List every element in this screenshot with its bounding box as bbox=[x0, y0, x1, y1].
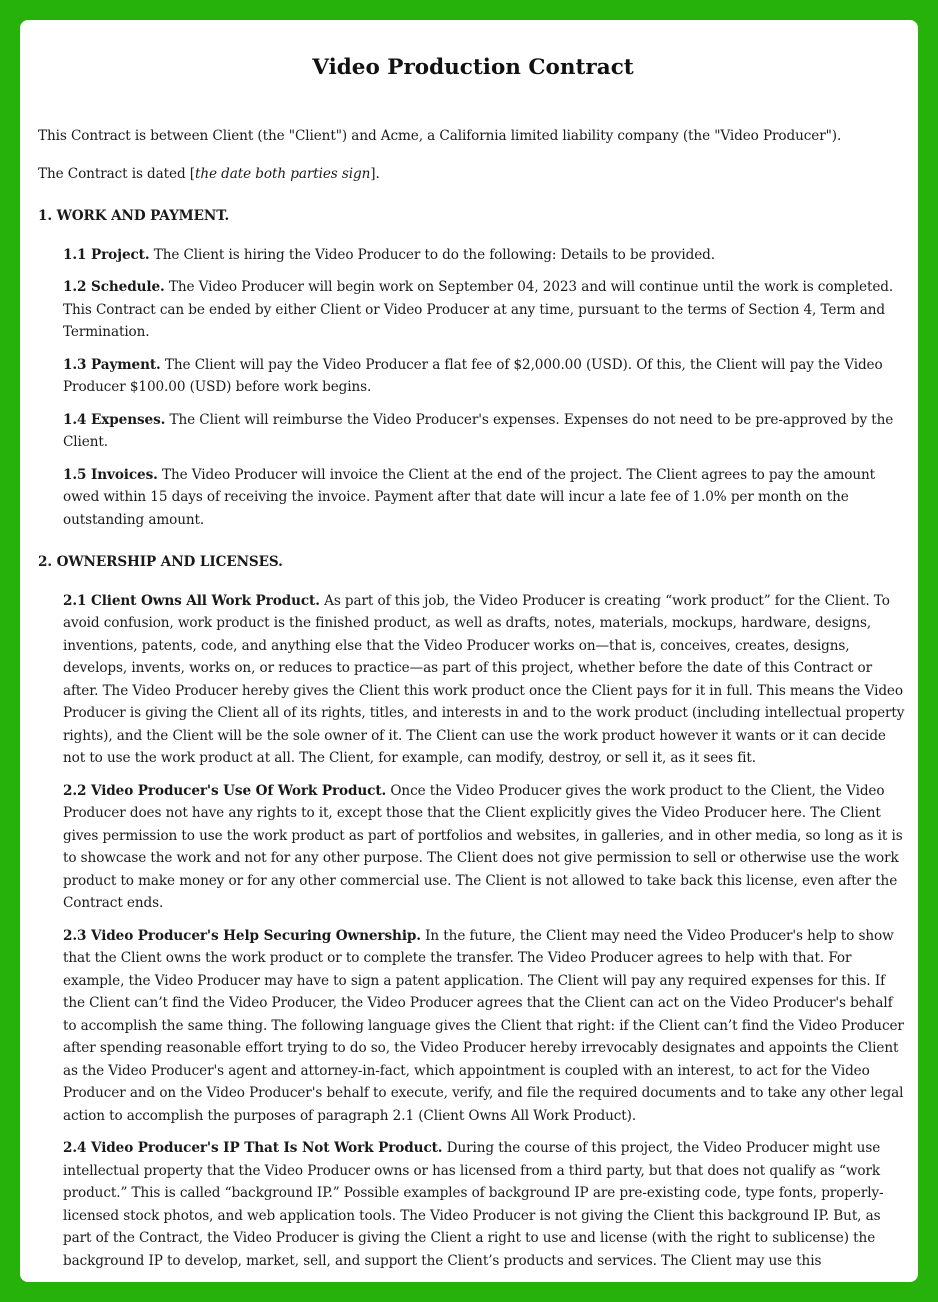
dated-paragraph bbox=[38, 163, 908, 186]
clause-1-2-schedule bbox=[63, 276, 908, 344]
clause-1-5-invoices bbox=[63, 464, 908, 532]
clause-text: The Client will reimburse the Video Producer's expenses. Expenses do not need to be pre-approved by the Client. bbox=[63, 411, 894, 450]
intro-paragraph: This Contract is between Client (the "Client") and Acme, a California limited liability company (the "Video Producer"). bbox=[38, 128, 842, 144]
clause-2-1-client-owns-work-product bbox=[63, 590, 908, 770]
clause-2-2-producer-use-of-work-product bbox=[63, 780, 908, 915]
contract-page bbox=[20, 20, 918, 1282]
clause-label: 2.1 Client Owns All Work Product. bbox=[63, 592, 320, 609]
clause-text: The Client will pay the Video Producer a flat fee of $2,000.00 (USD). Of this, the Client will pay the Video Producer $100.00 (USD) before work begins. bbox=[63, 356, 883, 395]
clause-label: 2.3 Video Producer's Help Securing Ownership. bbox=[63, 927, 421, 944]
clause-label: 2.2 Video Producer's Use Of Work Product. bbox=[63, 782, 387, 799]
section-heading-work-and-payment: 1. WORK AND PAYMENT. bbox=[38, 208, 230, 224]
section-heading-ownership-and-licenses: 2. OWNERSHIP AND LICENSES. bbox=[38, 554, 283, 570]
clause-text: Once the Video Producer gives the work product to the Client, the Video Producer does not have any rights to it, except those that the Client explicitly gives the Video Producer here. The Client gives permission to use the work product as part of portfolios and websites, in galleries, and in other media, so long as it is to showcase the work and not for any other purpose. The Client does not give permission to sell or otherwise use the work product to make money or for any other commercial use. The Client is not allowed to take back this license, even after the Contract ends. bbox=[63, 782, 903, 911]
clause-text: As part of this job, the Video Producer is creating “work product” for the Client. To avoid confusion, work product is the finished product, as well as drafts, notes, materials, mockups, hardware, designs, inventions, patents, code, and anything else that the Video Producer works on—that is, conceives, creates, designs, develops, invents, works on, or reduces to practice—as part of this project, whether before the date of this Contract or after. The Video Producer hereby gives the Client this work product once the Client pays for it in full. This means the Video Producer is giving the Client all of its rights, titles, and interests in and to the work product (including intellectual property rights), and the Client will be the sole owner of it. The Client can use the work product however it wants or it can decide not to use the work product at all. The Client, for example, can modify, destroy, or sell it, as it sees fit. bbox=[63, 592, 905, 766]
clause-text: The Client is hiring the Video Producer to do the following: Details to be provided. bbox=[149, 246, 715, 263]
page-title: Video Production Contract bbox=[312, 55, 634, 80]
clause-text: During the course of this project, the Video Producer might use intellectual property that the Video Producer owns or has licensed from a third party, but that does not qualify as “work product.” This is called “background IP.” Possible examples of background IP are pre-existing code, type fonts, properly-licensed stock photos, and web application tools. The Video Producer is not giving the Client this background IP. But, as part of the Contract, the Video Producer is giving the Client a right to use and license (with the right to sublicense) the background IP to develop, market, sell, and support the Client’s products and services. The Client may use this bbox=[63, 1140, 884, 1269]
clause-1-3-payment bbox=[63, 354, 908, 399]
dated-prefix: The Contract is dated [ bbox=[38, 165, 195, 182]
clause-2-4-producer-ip-not-work-product bbox=[63, 1137, 908, 1272]
clause-label: 1.1 Project. bbox=[63, 246, 150, 263]
clause-1-4-expenses bbox=[63, 409, 908, 454]
clause-1-1-project bbox=[63, 244, 908, 267]
clause-2-3-producer-help-securing-ownership bbox=[63, 925, 908, 1128]
clause-label: 1.5 Invoices. bbox=[63, 466, 158, 483]
clause-text: The Video Producer will begin work on September 04, 2023 and will continue until the work is completed. This Contract can be ended by either Client or Video Producer at any time, pursuant to the terms of Section 4, Term and Termination. bbox=[63, 279, 894, 340]
clause-label: 1.2 Schedule. bbox=[63, 279, 165, 295]
clause-label: 1.3 Payment. bbox=[63, 356, 161, 373]
clause-text: In the future, the Client may need the Video Producer's help to show that the Client owns the work product or to complete the transfer. The Video Producer agrees to help with that. For example, the Video Producer may have to sign a patent application. The Client will pay any required expenses for this. If the Client can’t find the Video Producer, the Video Producer agrees that the Client can act on the Video Producer's behalf to accomplish the same thing. The following language gives the Client that right: if the Client can’t find the Video Producer after spending reasonable effort trying to do so, the Video Producer hereby irrevocably designates and appoints the Client as the Video Producer's agent and attorney-in-fact, which appointment is coupled with an interest, to act for the Video Producer and on the Video Producer's behalf to execute, verify, and file the required documents and to take any other legal action to accomplish the purposes of paragraph 2.1 (Client Owns All Work Product). bbox=[63, 927, 904, 1124]
clause-label: 1.4 Expenses. bbox=[63, 411, 166, 428]
dated-suffix: ]. bbox=[370, 165, 380, 182]
dated-placeholder: the date both parties sign bbox=[194, 165, 371, 182]
clause-text: The Video Producer will invoice the Client at the end of the project. The Client agrees to pay the amount owed within 15 days of receiving the invoice. Payment after that date will incur a late fee of 1.0% per month on the outstanding amount. bbox=[63, 466, 876, 528]
clause-label: 2.4 Video Producer's IP That Is Not Work Product. bbox=[63, 1140, 443, 1156]
